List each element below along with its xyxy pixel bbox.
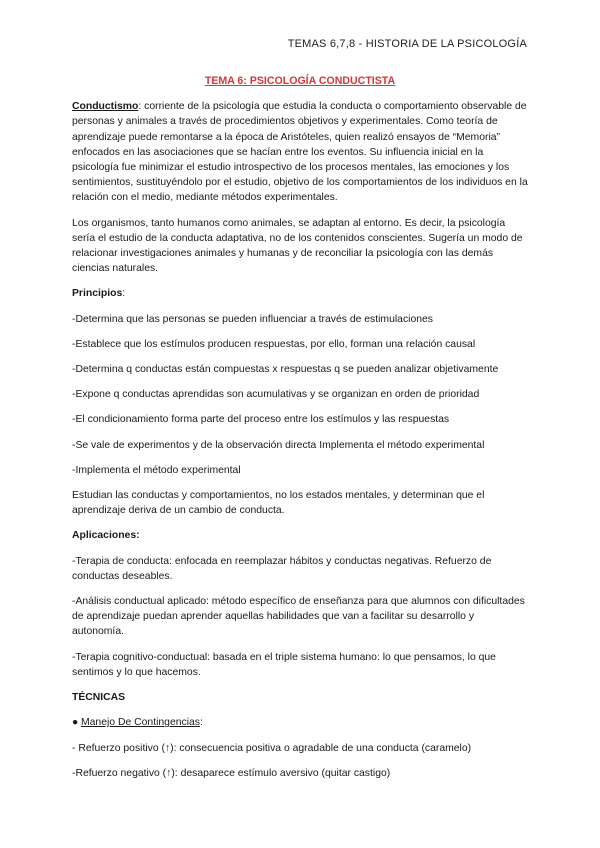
intro-paragraph (72, 99, 528, 205)
aplicaciones-heading: Aplicaciones: (72, 530, 140, 542)
principios-heading-colon: : (122, 288, 126, 300)
page-header: TEMAS 6,7,8 - HISTORIA DE LA PSICOLOGÍA (287, 38, 527, 50)
tecnicas-subheading-colon: : (200, 717, 203, 729)
principio-item: -El condicionamiento forma parte del proceso entre los estímulos y las respuestas (72, 414, 450, 426)
intro-term: Conductismo (72, 101, 139, 113)
aplicacion-item: -Terapia de conducta: enfocada en reemplazar hábitos y conductas negativas. Refuerzo de conductas deseables. (72, 555, 492, 582)
principio-item: -Establece que los estímulos producen respuestas, por ello, forman una relación causal (72, 338, 476, 350)
paragraph-organismos: Los organismos, tanto humanos como animales, se adaptan al entorno. Es decir, la psicología sería el estudio de la conducta adaptativa, no de los contenidos conscientes. Sugería un modo de relacionar investigaciones animales y humanas y de reconciliar la psicología con las demás ciencias naturales. (72, 217, 523, 275)
aplicacion-item: -Terapia cognitivo-conductual: basada en el triple sistema humano: lo que pensamos, lo que sentimos y lo que hacemos. (72, 651, 496, 678)
principios-heading-text: Principios (72, 288, 123, 300)
intro-text: : corriente de la psicología que estudia la conducta o comportamiento observable de personas y animales a través de procedimientos objetivos y experimentales. Como teoría de aprendizaje puede remontarse a la época de Aristóteles, quien realizó ensayos de “Memoria” enfocados en las asociaciones que se hacían entre los eventos. Su influencia inicial en la psicología fue minimizar el estudio introspectivo de los procesos mentales, las emociones y los sentimientos, sustituyéndolo por el estudio, objetivo de los comportamientos de los individuos en la relación con el medio, mediante métodos experimentales. (72, 101, 528, 204)
principio-item: -Expone q conductas aprendidas son acumulativas y se organizan en orden de prioridad (72, 389, 480, 401)
tecnicas-subheading-text: Manejo De Contingencias (81, 717, 200, 729)
principio-item: -Determina q conductas están compuestas x respuestas q se pueden analizar objetivamente (72, 364, 499, 376)
document-body (72, 74, 528, 791)
principio-item: -Implementa el método experimental (72, 464, 241, 476)
tecnica-item: - Refuerzo positivo (↑): consecuencia positiva o agradable de una conducta (caramelo) (72, 742, 472, 754)
tecnica-item: -Refuerzo negativo (↑): desaparece estímulo aversivo (quitar castigo) (72, 767, 391, 779)
principios-heading (72, 286, 528, 301)
document-title: TEMA 6: PSICOLOGÍA CONDUCTISTA (204, 75, 396, 87)
principio-item: -Se vale de experimentos y de la observación directa Implementa el método experimental (72, 439, 485, 451)
tecnicas-subheading (72, 715, 528, 730)
principios-summary: Estudian las conductas y comportamientos, no los estados mentales, y determinan que el aprendizaje deriva de un cambio de conducta. (72, 490, 485, 517)
aplicacion-item: -Análisis conductual aplicado: método específico de enseñanza para que alumnos con dificultades de aprendizaje puedan aprender aquellas habilidades que van a facilitar su desarrollo y autonomía. (72, 596, 525, 638)
tecnicas-heading: TÉCNICAS (72, 692, 126, 704)
principio-item: -Determina que las personas se pueden influenciar a través de estimulaciones (72, 313, 433, 325)
bullet-icon: ● (72, 717, 79, 729)
